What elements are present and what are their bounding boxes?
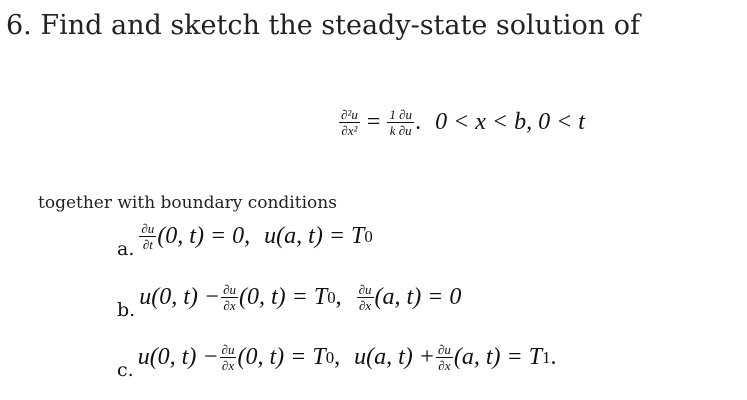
condition-c bbox=[117, 342, 557, 381]
condition-expression: u(0, t) − bbox=[139, 284, 221, 310]
pde-equation bbox=[338, 108, 585, 137]
comma: , bbox=[335, 284, 342, 310]
equation-domain: 0 < x < b, 0 < t bbox=[435, 109, 585, 135]
derivative-numerator: ∂u bbox=[141, 221, 155, 236]
rhs-numerator: 1 ∂u bbox=[389, 107, 413, 122]
subscript: 0 bbox=[325, 347, 335, 367]
condition-args: (a, t) = 0 bbox=[374, 284, 462, 310]
condition-letter: b. bbox=[117, 298, 136, 321]
lhs-denominator: ∂x² bbox=[341, 123, 358, 138]
equation-period: . bbox=[415, 109, 422, 135]
derivative-denominator: ∂t bbox=[142, 237, 153, 252]
derivative-numerator: ∂u bbox=[437, 342, 451, 357]
derivative-fraction bbox=[436, 343, 453, 372]
period: . bbox=[550, 344, 557, 370]
subscript: 1 bbox=[542, 347, 551, 367]
conditions-intro: together with boundary conditions bbox=[38, 193, 337, 213]
problem-heading: 6. Find and sketch the steady-state solution of bbox=[6, 10, 641, 41]
subscript: 0 bbox=[327, 287, 336, 307]
rhs-fraction bbox=[387, 108, 414, 137]
lhs-fraction bbox=[339, 108, 360, 137]
derivative-numerator: ∂u bbox=[358, 282, 372, 297]
derivative-denominator: ∂x bbox=[223, 298, 236, 313]
derivative-denominator: ∂x bbox=[358, 298, 372, 313]
derivative-denominator: ∂x bbox=[438, 358, 451, 373]
derivative-fraction bbox=[221, 283, 238, 312]
condition-expression: u(a, t) = T bbox=[264, 223, 365, 249]
derivative-numerator: ∂u bbox=[223, 282, 236, 297]
condition-letter: c. bbox=[117, 358, 134, 381]
equals-sign: = bbox=[366, 109, 381, 135]
condition-expression: u(0, t) − bbox=[137, 344, 219, 370]
subscript: 0 bbox=[364, 226, 373, 246]
derivative-fraction bbox=[357, 283, 374, 312]
derivative-denominator: ∂x bbox=[221, 358, 235, 373]
derivative-fraction bbox=[139, 222, 156, 251]
condition-args: (a, t) = T bbox=[453, 344, 543, 370]
lhs-numerator: ∂²u bbox=[341, 107, 358, 122]
condition-b bbox=[117, 282, 462, 321]
condition-args: (0, t) = T bbox=[237, 344, 326, 370]
condition-args: (0, t) = 0, bbox=[157, 223, 251, 249]
condition-expression: u(a, t) + bbox=[354, 344, 435, 370]
derivative-fraction bbox=[220, 343, 237, 372]
condition-args: (0, t) = T bbox=[239, 284, 328, 310]
derivative-numerator: ∂u bbox=[221, 342, 235, 357]
condition-a bbox=[117, 221, 373, 260]
rhs-denominator: k ∂u bbox=[389, 123, 412, 138]
condition-letter: a. bbox=[117, 237, 135, 260]
comma: , bbox=[334, 344, 341, 370]
